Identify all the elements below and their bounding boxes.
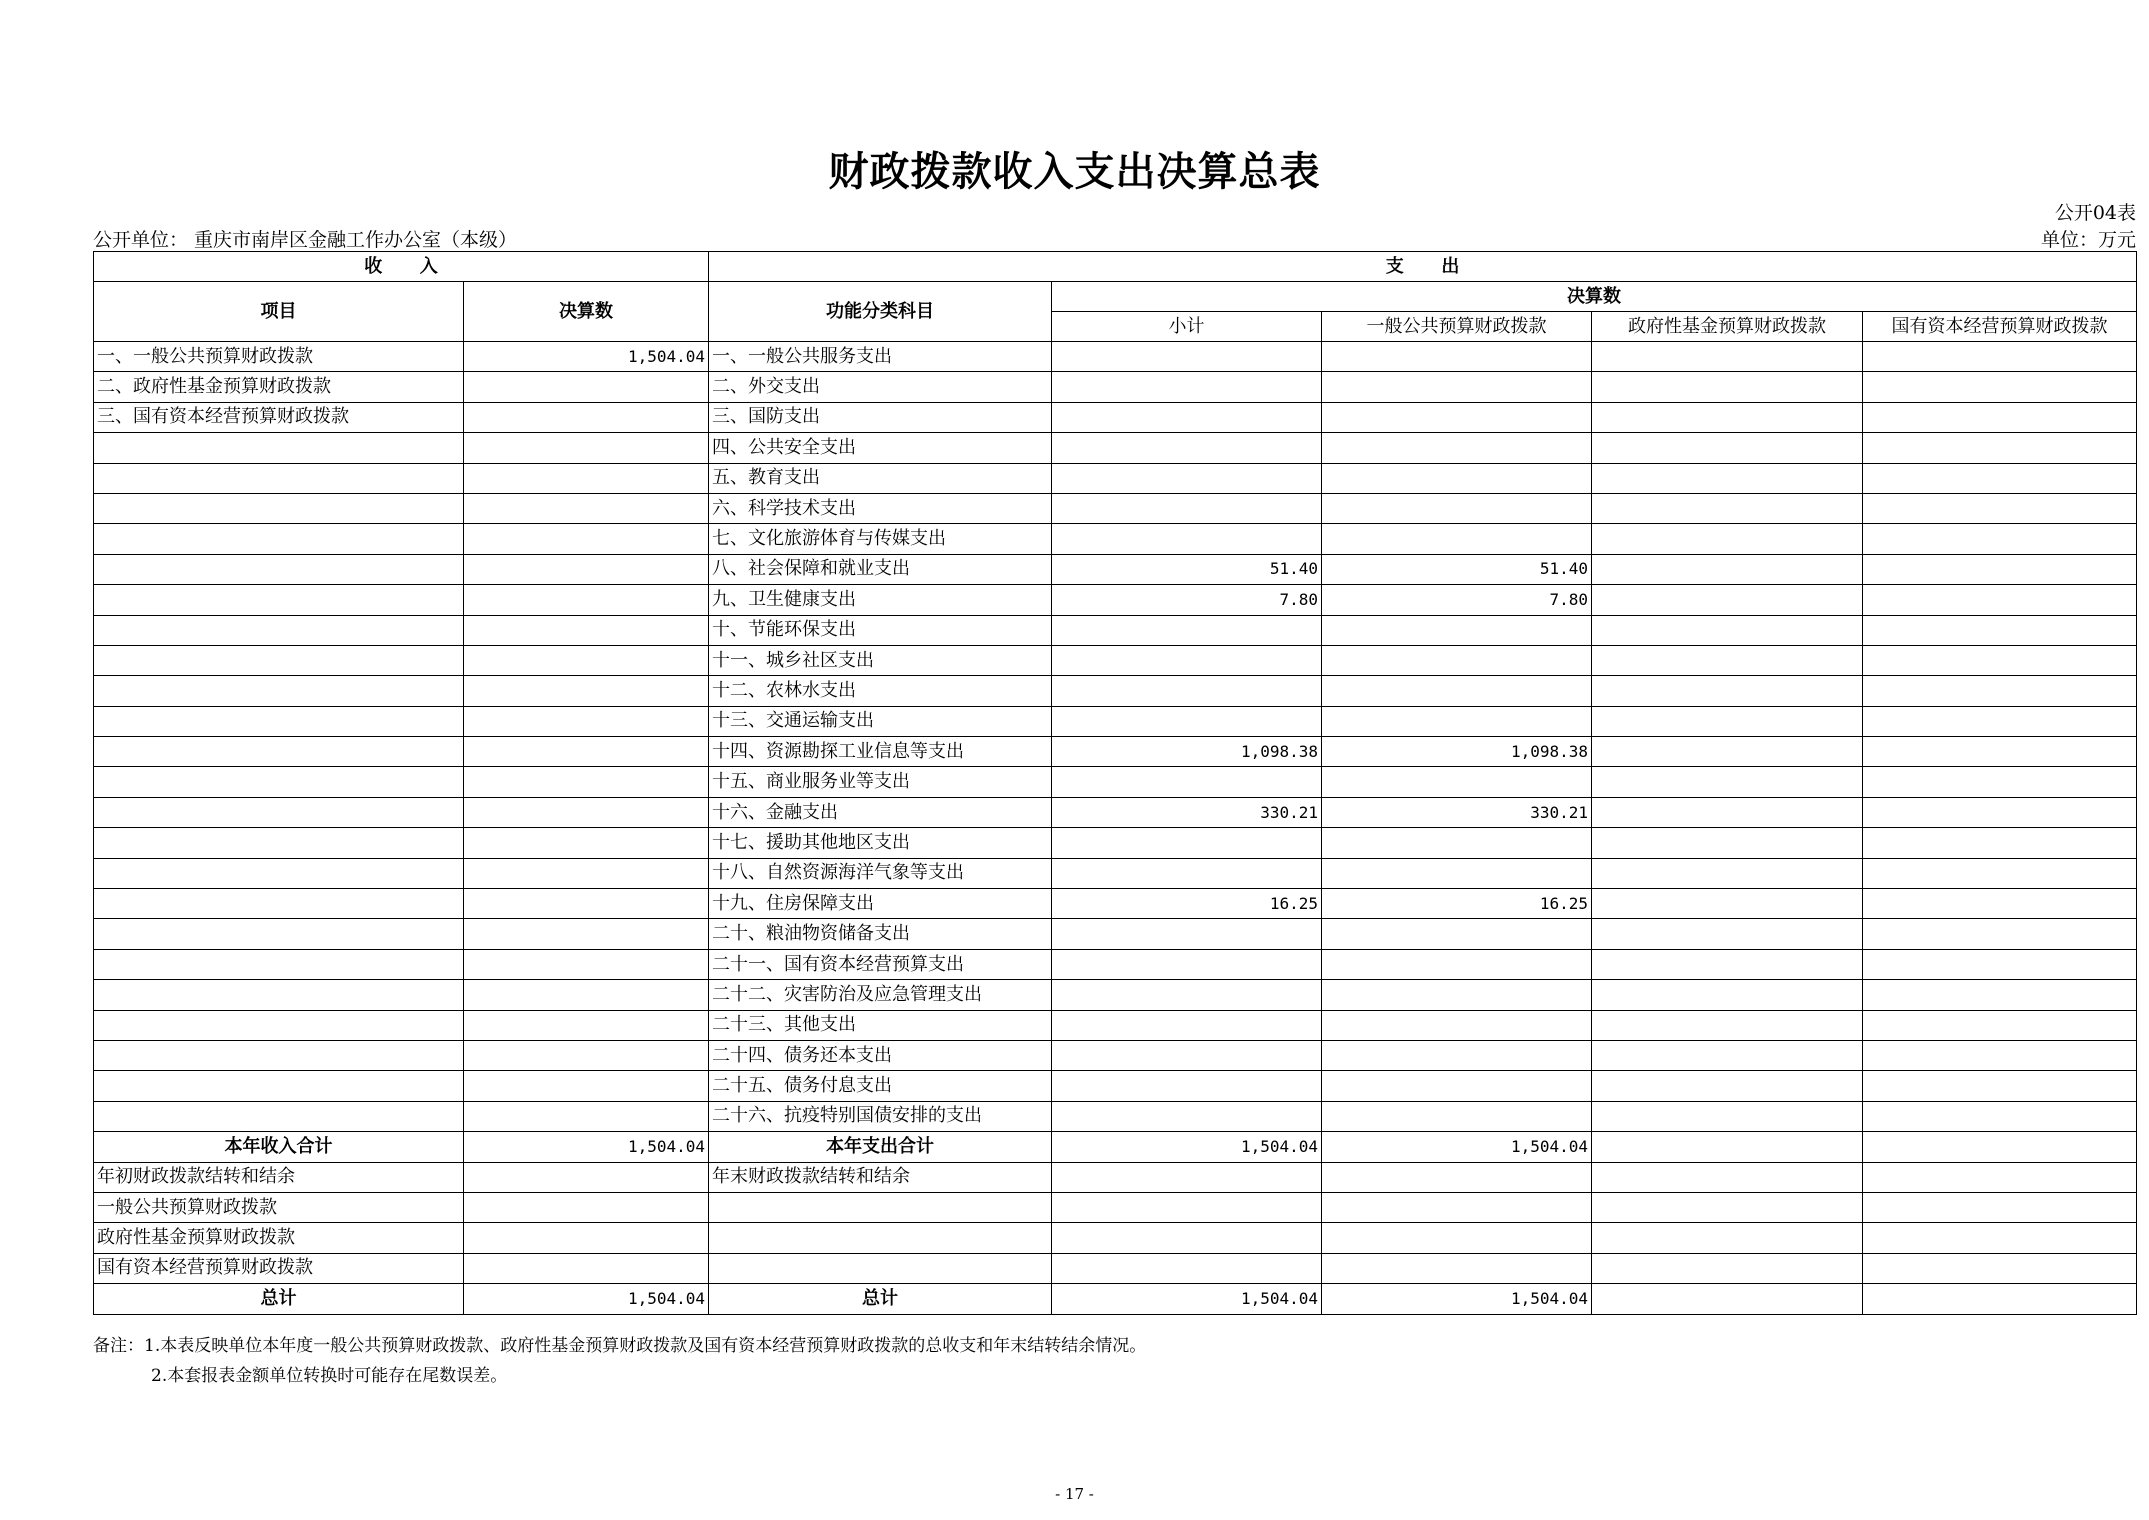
- income-amount: [464, 585, 709, 615]
- subtotal-amount: [1052, 433, 1322, 463]
- carry-expense-amount: [1322, 1223, 1592, 1253]
- carry-income-item: 年初财政拨款结转和结余: [94, 1162, 464, 1192]
- income-item: [94, 1071, 464, 1101]
- table-row: [94, 402, 2137, 432]
- gov-fund-amount: [1592, 645, 1863, 675]
- carry-row: [94, 1162, 2137, 1192]
- year-gov-fund-amount: [1592, 1132, 1863, 1162]
- gov-fund-amount: [1592, 706, 1863, 736]
- table-row: [94, 1071, 2137, 1101]
- income-amount: [464, 767, 709, 797]
- carry-expense-amount: [1052, 1223, 1322, 1253]
- income-item: [94, 980, 464, 1010]
- income-item: [94, 889, 464, 919]
- income-item: 一、一般公共预算财政拨款: [94, 342, 464, 372]
- page-number: - 17 -: [1055, 1485, 1094, 1503]
- state-capital-amount: [1863, 1101, 2137, 1131]
- carry-expense-amount: [1322, 1253, 1592, 1283]
- table-row: [94, 676, 2137, 706]
- table-row: [94, 524, 2137, 554]
- table-row: [94, 372, 2137, 402]
- income-amount: [464, 372, 709, 402]
- state-capital-amount: [1863, 585, 2137, 615]
- gov-fund-amount: [1592, 372, 1863, 402]
- general-public-amount: [1322, 858, 1592, 888]
- carry-expense-amount: [1592, 1253, 1863, 1283]
- income-amount: [464, 676, 709, 706]
- general-public-amount: [1322, 463, 1592, 493]
- income-amount: [464, 1010, 709, 1040]
- expense-category: 二十三、其他支出: [709, 1010, 1052, 1040]
- expense-category: 三、国防支出: [709, 402, 1052, 432]
- income-amount: [464, 645, 709, 675]
- carry-row: [94, 1192, 2137, 1222]
- table-row: [94, 645, 2137, 675]
- unit-info-row: [93, 225, 2136, 251]
- income-amount: [464, 554, 709, 584]
- gov-fund-amount: [1592, 433, 1863, 463]
- gov-fund-amount: [1592, 463, 1863, 493]
- table-row: [94, 889, 2137, 919]
- income-header: 收 入: [94, 252, 709, 282]
- state-capital-amount: [1863, 889, 2137, 919]
- income-item: [94, 554, 464, 584]
- subtotal-amount: 16.25: [1052, 889, 1322, 919]
- general-public-amount: [1322, 645, 1592, 675]
- expense-category: 七、文化旅游体育与传媒支出: [709, 524, 1052, 554]
- subtotal-amount: [1052, 1071, 1322, 1101]
- income-amount: [464, 889, 709, 919]
- subtotal-amount: [1052, 1040, 1322, 1070]
- table-row: [94, 1010, 2137, 1040]
- gov-fund-amount: [1592, 1040, 1863, 1070]
- income-amount: [464, 828, 709, 858]
- general-public-header: 一般公共预算财政拨款: [1322, 312, 1592, 342]
- carry-expense-amount: [1052, 1192, 1322, 1222]
- gov-fund-amount: [1592, 828, 1863, 858]
- item-header: 项目: [94, 282, 464, 342]
- carry-expense-item: [709, 1223, 1052, 1253]
- subtotal-amount: [1052, 980, 1322, 1010]
- state-capital-header: 国有资本经营预算财政拨款: [1863, 312, 2137, 342]
- state-capital-amount: [1863, 980, 2137, 1010]
- general-public-amount: [1322, 402, 1592, 432]
- grand-income-total-label: 总计: [94, 1284, 464, 1314]
- income-amount: [464, 1040, 709, 1070]
- reporting-unit: 公开单位： 重庆市南岸区金融工作办公室（本级）: [93, 229, 518, 251]
- gov-fund-amount: [1592, 585, 1863, 615]
- income-amount: [464, 1101, 709, 1131]
- general-public-amount: [1322, 767, 1592, 797]
- state-capital-amount: [1863, 554, 2137, 584]
- carry-income-item: 一般公共预算财政拨款: [94, 1192, 464, 1222]
- expense-category: 十七、援助其他地区支出: [709, 828, 1052, 858]
- page-title: 财政拨款收入支出决算总表: [828, 148, 1321, 195]
- table-row: [94, 615, 2137, 645]
- header-row-1: [94, 252, 2137, 282]
- state-capital-amount: [1863, 524, 2137, 554]
- income-item: [94, 1101, 464, 1131]
- carry-expense-amount: [1592, 1223, 1863, 1253]
- subtotal-amount: [1052, 493, 1322, 523]
- expense-category: 十四、资源勘探工业信息等支出: [709, 737, 1052, 767]
- state-capital-amount: [1863, 645, 2137, 675]
- general-public-amount: 330.21: [1322, 797, 1592, 827]
- income-amount: [464, 615, 709, 645]
- year-expense-total-label: 本年支出合计: [709, 1132, 1052, 1162]
- general-public-amount: [1322, 919, 1592, 949]
- gov-fund-amount: [1592, 524, 1863, 554]
- notes: [93, 1331, 1146, 1391]
- carry-income-amount: [464, 1162, 709, 1192]
- general-public-amount: [1322, 676, 1592, 706]
- subtotal-amount: [1052, 949, 1322, 979]
- subtotal-amount: 1,098.38: [1052, 737, 1322, 767]
- state-capital-amount: [1863, 433, 2137, 463]
- expense-category: 十六、金融支出: [709, 797, 1052, 827]
- income-item: [94, 524, 464, 554]
- general-public-amount: [1322, 524, 1592, 554]
- subtotal-amount: 51.40: [1052, 554, 1322, 584]
- year-income-total-amount: 1,504.04: [464, 1132, 709, 1162]
- general-public-amount: [1322, 1071, 1592, 1101]
- gov-fund-amount: [1592, 919, 1863, 949]
- table-row: [94, 797, 2137, 827]
- income-item: [94, 1010, 464, 1040]
- carry-expense-amount: [1863, 1192, 2137, 1222]
- grand-state-capital-amount: [1863, 1284, 2137, 1314]
- table-row: [94, 767, 2137, 797]
- carry-expense-amount: [1592, 1192, 1863, 1222]
- income-item: [94, 1040, 464, 1070]
- income-amount: [464, 949, 709, 979]
- final-amount-group-header: 决算数: [1052, 282, 2137, 312]
- gov-fund-amount: [1592, 615, 1863, 645]
- grand-expense-total-label: 总计: [709, 1284, 1052, 1314]
- table-row: [94, 858, 2137, 888]
- subtotal-amount: [1052, 676, 1322, 706]
- carry-income-amount: [464, 1192, 709, 1222]
- expense-category: 九、卫生健康支出: [709, 585, 1052, 615]
- table-row: [94, 1101, 2137, 1131]
- grand-total-row: [94, 1284, 2137, 1314]
- expense-category: 二十二、灾害防治及应急管理支出: [709, 980, 1052, 1010]
- general-public-amount: [1322, 828, 1592, 858]
- income-item: 二、政府性基金预算财政拨款: [94, 372, 464, 402]
- general-public-amount: [1322, 1040, 1592, 1070]
- income-amount: [464, 706, 709, 736]
- carry-expense-amount: [1052, 1162, 1322, 1192]
- income-item: [94, 433, 464, 463]
- subtotal-amount: [1052, 919, 1322, 949]
- expense-category: 十三、交通运输支出: [709, 706, 1052, 736]
- year-income-total-label: 本年收入合计: [94, 1132, 464, 1162]
- table-row: [94, 463, 2137, 493]
- state-capital-amount: [1863, 797, 2137, 827]
- table-row: [94, 493, 2137, 523]
- state-capital-amount: [1863, 1040, 2137, 1070]
- form-number: 公开04表: [2054, 202, 2136, 224]
- year-subtotal-amount: 1,504.04: [1052, 1132, 1322, 1162]
- gov-fund-amount: [1592, 797, 1863, 827]
- carry-expense-amount: [1322, 1192, 1592, 1222]
- general-public-amount: [1322, 980, 1592, 1010]
- subtotal-amount: [1052, 402, 1322, 432]
- income-item: 三、国有资本经营预算财政拨款: [94, 402, 464, 432]
- income-amount: [464, 980, 709, 1010]
- expense-category: 十九、住房保障支出: [709, 889, 1052, 919]
- gov-fund-amount: [1592, 342, 1863, 372]
- general-public-amount: 7.80: [1322, 585, 1592, 615]
- gov-fund-amount: [1592, 858, 1863, 888]
- carry-expense-item: 年末财政拨款结转和结余: [709, 1162, 1052, 1192]
- expense-category: 一、一般公共服务支出: [709, 342, 1052, 372]
- header-row-2: [94, 282, 2137, 312]
- subtotal-amount: 330.21: [1052, 797, 1322, 827]
- table-row: [94, 919, 2137, 949]
- income-amount: 1,504.04: [464, 342, 709, 372]
- table-row: [94, 433, 2137, 463]
- table-row: [94, 342, 2137, 372]
- subtotal-header: 小计: [1052, 312, 1322, 342]
- income-item: [94, 737, 464, 767]
- table-row: [94, 585, 2137, 615]
- general-public-amount: 16.25: [1322, 889, 1592, 919]
- state-capital-amount: [1863, 615, 2137, 645]
- expense-category: 六、科学技术支出: [709, 493, 1052, 523]
- gov-fund-amount: [1592, 676, 1863, 706]
- subtotal-amount: [1052, 858, 1322, 888]
- carry-income-amount: [464, 1223, 709, 1253]
- expense-category: 十、节能环保支出: [709, 615, 1052, 645]
- carry-row: [94, 1253, 2137, 1283]
- carry-income-amount: [464, 1253, 709, 1283]
- income-amount: [464, 463, 709, 493]
- gov-fund-amount: [1592, 402, 1863, 432]
- income-amount: [464, 524, 709, 554]
- income-amount: [464, 433, 709, 463]
- gov-fund-amount: [1592, 554, 1863, 584]
- table-row: [94, 554, 2137, 584]
- subtotal-amount: [1052, 1101, 1322, 1131]
- table-row: [94, 980, 2137, 1010]
- budget-table: [93, 251, 2137, 1315]
- grand-subtotal-amount: 1,504.04: [1052, 1284, 1322, 1314]
- state-capital-amount: [1863, 737, 2137, 767]
- general-public-amount: 1,098.38: [1322, 737, 1592, 767]
- table-row: [94, 828, 2137, 858]
- income-item: [94, 615, 464, 645]
- grand-income-total-amount: 1,504.04: [464, 1284, 709, 1314]
- general-public-amount: [1322, 372, 1592, 402]
- function-category-header: 功能分类科目: [709, 282, 1052, 342]
- grand-general-public-amount: 1,504.04: [1322, 1284, 1592, 1314]
- gov-fund-amount: [1592, 980, 1863, 1010]
- general-public-amount: [1322, 615, 1592, 645]
- income-amount: [464, 737, 709, 767]
- state-capital-amount: [1863, 676, 2137, 706]
- expense-category: 五、教育支出: [709, 463, 1052, 493]
- income-item: [94, 767, 464, 797]
- carry-expense-amount: [1863, 1162, 2137, 1192]
- income-item: [94, 919, 464, 949]
- general-public-amount: [1322, 493, 1592, 523]
- subtotal-amount: [1052, 372, 1322, 402]
- carry-expense-amount: [1322, 1162, 1592, 1192]
- grand-gov-fund-amount: [1592, 1284, 1863, 1314]
- carry-row: [94, 1223, 2137, 1253]
- income-item: [94, 493, 464, 523]
- income-amount: [464, 493, 709, 523]
- income-item: [94, 463, 464, 493]
- carry-expense-item: [709, 1253, 1052, 1283]
- expense-category: 二十、粮油物资储备支出: [709, 919, 1052, 949]
- state-capital-amount: [1863, 706, 2137, 736]
- income-item: [94, 645, 464, 675]
- state-capital-amount: [1863, 402, 2137, 432]
- subtotal-amount: [1052, 828, 1322, 858]
- note-2: 2.本套报表金额单位转换时可能存在尾数误差。: [151, 1366, 508, 1386]
- table-row: [94, 706, 2137, 736]
- gov-fund-amount: [1592, 737, 1863, 767]
- income-item: [94, 797, 464, 827]
- expense-category: 二十五、债务付息支出: [709, 1071, 1052, 1101]
- year-total-row: [94, 1132, 2137, 1162]
- general-public-amount: [1322, 706, 1592, 736]
- income-amount: [464, 1071, 709, 1101]
- carry-expense-amount: [1863, 1223, 2137, 1253]
- expense-header: 支 出: [709, 252, 2137, 282]
- subtotal-amount: [1052, 615, 1322, 645]
- state-capital-amount: [1863, 858, 2137, 888]
- expense-category: 十五、商业服务业等支出: [709, 767, 1052, 797]
- gov-fund-amount: [1592, 1101, 1863, 1131]
- expense-category: 八、社会保障和就业支出: [709, 554, 1052, 584]
- subtotal-amount: [1052, 524, 1322, 554]
- expense-category: 四、公共安全支出: [709, 433, 1052, 463]
- income-item: [94, 585, 464, 615]
- subtotal-amount: [1052, 463, 1322, 493]
- subtotal-amount: [1052, 342, 1322, 372]
- table-row: [94, 1040, 2137, 1070]
- income-item: [94, 858, 464, 888]
- subtotal-amount: [1052, 645, 1322, 675]
- gov-fund-header: 政府性基金预算财政拨款: [1592, 312, 1863, 342]
- carry-expense-item: [709, 1192, 1052, 1222]
- gov-fund-amount: [1592, 493, 1863, 523]
- state-capital-amount: [1863, 767, 2137, 797]
- expense-category: 二十四、债务还本支出: [709, 1040, 1052, 1070]
- expense-category: 十一、城乡社区支出: [709, 645, 1052, 675]
- income-amount: [464, 402, 709, 432]
- table-row: [94, 737, 2137, 767]
- gov-fund-amount: [1592, 1010, 1863, 1040]
- carry-expense-amount: [1592, 1162, 1863, 1192]
- subtotal-amount: [1052, 767, 1322, 797]
- income-item: [94, 828, 464, 858]
- general-public-amount: [1322, 342, 1592, 372]
- currency-unit: 单位：万元: [2040, 229, 2136, 251]
- state-capital-amount: [1863, 372, 2137, 402]
- gov-fund-amount: [1592, 767, 1863, 797]
- income-item: [94, 706, 464, 736]
- income-amount: [464, 797, 709, 827]
- carry-income-item: 政府性基金预算财政拨款: [94, 1223, 464, 1253]
- note-1: 备注：1.本表反映单位本年度一般公共预算财政拨款、政府性基金预算财政拨款及国有资本经营预算财政拨款的总收支和年末结转结余情况。: [93, 1336, 1147, 1356]
- general-public-amount: 51.40: [1322, 554, 1592, 584]
- income-amount: [464, 919, 709, 949]
- year-state-capital-amount: [1863, 1132, 2137, 1162]
- expense-category: 十八、自然资源海洋气象等支出: [709, 858, 1052, 888]
- gov-fund-amount: [1592, 949, 1863, 979]
- gov-fund-amount: [1592, 1071, 1863, 1101]
- subtotal-amount: 7.80: [1052, 585, 1322, 615]
- income-item: [94, 949, 464, 979]
- state-capital-amount: [1863, 828, 2137, 858]
- state-capital-amount: [1863, 1071, 2137, 1101]
- expense-category: 二十六、抗疫特别国债安排的支出: [709, 1101, 1052, 1131]
- general-public-amount: [1322, 949, 1592, 979]
- expense-category: 二、外交支出: [709, 372, 1052, 402]
- state-capital-amount: [1863, 463, 2137, 493]
- year-general-public-amount: 1,504.04: [1322, 1132, 1592, 1162]
- income-amount: [464, 858, 709, 888]
- carry-income-item: 国有资本经营预算财政拨款: [94, 1253, 464, 1283]
- carry-expense-amount: [1052, 1253, 1322, 1283]
- general-public-amount: [1322, 1010, 1592, 1040]
- gov-fund-amount: [1592, 889, 1863, 919]
- final-amount-header: 决算数: [464, 282, 709, 342]
- carry-expense-amount: [1863, 1253, 2137, 1283]
- state-capital-amount: [1863, 919, 2137, 949]
- state-capital-amount: [1863, 1010, 2137, 1040]
- subtotal-amount: [1052, 1010, 1322, 1040]
- general-public-amount: [1322, 433, 1592, 463]
- table-row: [94, 949, 2137, 979]
- general-public-amount: [1322, 1101, 1592, 1131]
- state-capital-amount: [1863, 493, 2137, 523]
- state-capital-amount: [1863, 949, 2137, 979]
- income-item: [94, 676, 464, 706]
- state-capital-amount: [1863, 342, 2137, 372]
- expense-category: 二十一、国有资本经营预算支出: [709, 949, 1052, 979]
- expense-category: 十二、农林水支出: [709, 676, 1052, 706]
- subtotal-amount: [1052, 706, 1322, 736]
